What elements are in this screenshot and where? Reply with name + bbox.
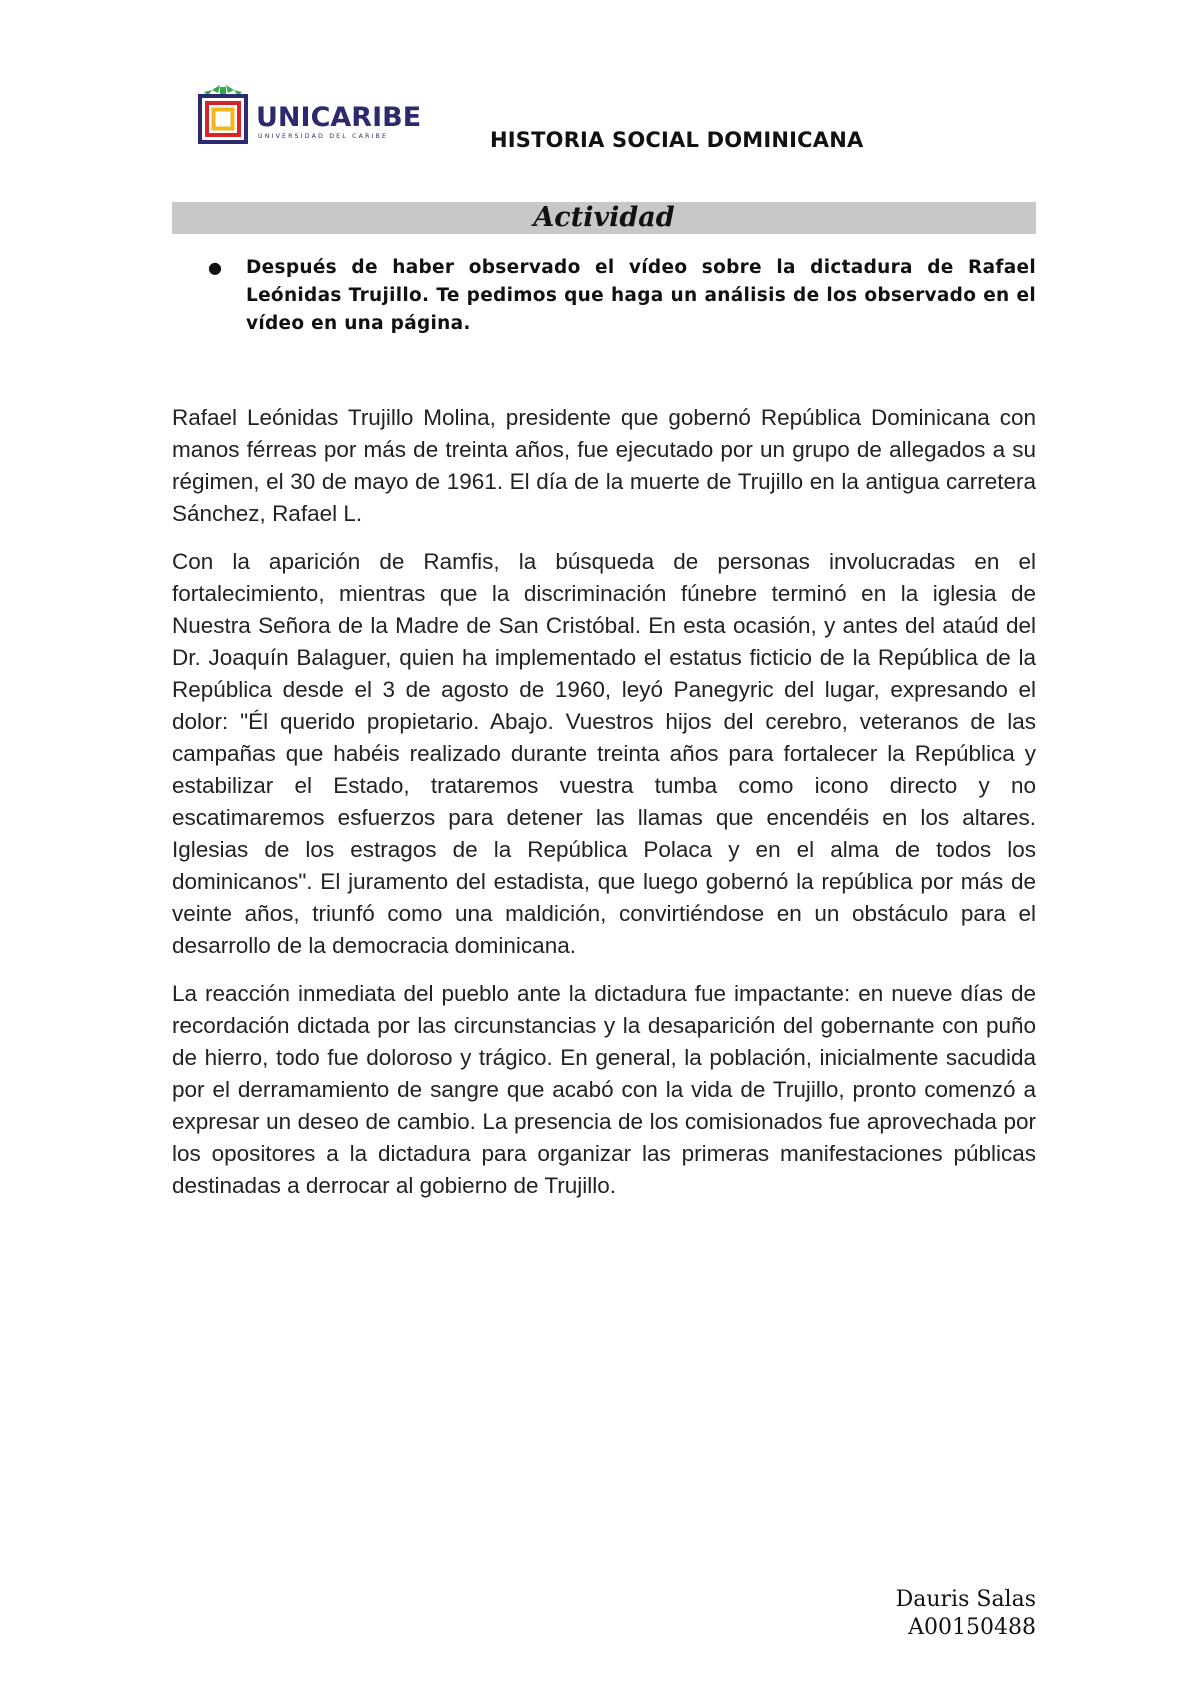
essay-body [172, 402, 1036, 1218]
bullet-icon: ● [208, 258, 222, 277]
instruction-text: Después de haber observado el vídeo sobre la dictadura de Rafael Leónidas Trujillo. Te pedimos que haga un análisis de los observado en el vídeo en una página. [246, 257, 1036, 334]
unicaribe-logo [198, 82, 428, 152]
logo-wordmark: UNICARIBE [256, 102, 422, 133]
student-id: A00150488 [908, 1615, 1036, 1640]
essay-paragraph: La reacción inmediata del pueblo ante la dictadura fue impactante: en nueve días de recordación dictada por las circunstancias y la desaparición del gobernante con puño de hierro, todo fue doloroso y trágico. En general, la población, inicialmente sacudida por el derramamiento de sangre que acabó con la vida de Trujillo, pronto comenzó a expresar un deseo de cambio. La presencia de los comisionados fue aprovechada por los opositores a la dictadura para organizar las primeras manifestaciones públicas destinadas a derrocar al gobierno de Trujillo. [172, 981, 1036, 1198]
essay-paragraph: Con la aparición de Ramfis, la búsqueda de personas involucradas en el fortalecimiento, mientras que la discriminación fúnebre terminó en la iglesia de Nuestra Señora de la Madre de San Cristóbal. En esta ocasión, y antes del ataúd del Dr. Joaquín Balaguer, quien ha implementado el estatus ficticio de la República de la República desde el 3 de agosto de 1960, leyó Panegyric del lugar, expresando el dolor: "Él querido propietario. Abajo. Vuestros hijos del cerebro, veteranos de las campañas que habéis realizado durante treinta años para fortalecer la República y estabilizar el Estado, trataremos vuestra tumba como icono directo y no escatimaremos esfuerzos para detener las llamas que encendéis en los altares. Iglesias de los estragos de la República Polaca y en el alma de todos los dominicanos". El juramento del estadista, que luego gobernó la república por más de veinte años, triunfó como una maldición, convirtiéndose en un obstáculo para el desarrollo de la democracia dominicana. [172, 549, 1036, 958]
unicaribe-logo-mark [198, 82, 428, 152]
signature-block [896, 1586, 1036, 1642]
course-title: HISTORIA SOCIAL DOMINICANA [490, 128, 864, 152]
logo-tagline: UNIVERSIDAD DEL CARIBE [258, 133, 389, 140]
activity-instruction [208, 254, 1036, 338]
activity-title: Actividad [533, 202, 675, 233]
logo-squares-icon [200, 96, 246, 142]
author-name: Dauris Salas [895, 1587, 1036, 1612]
essay-paragraph: Rafael Leónidas Trujillo Molina, presidente que gobernó República Dominicana con manos férreas por más de treinta años, fue ejecutado por un grupo de allegados a su régimen, el 30 de mayo de 1961. El día de la muerte de Trujillo en la antigua carretera Sánchez, Rafael L. [172, 405, 1036, 526]
activity-heading-band [172, 202, 1036, 234]
